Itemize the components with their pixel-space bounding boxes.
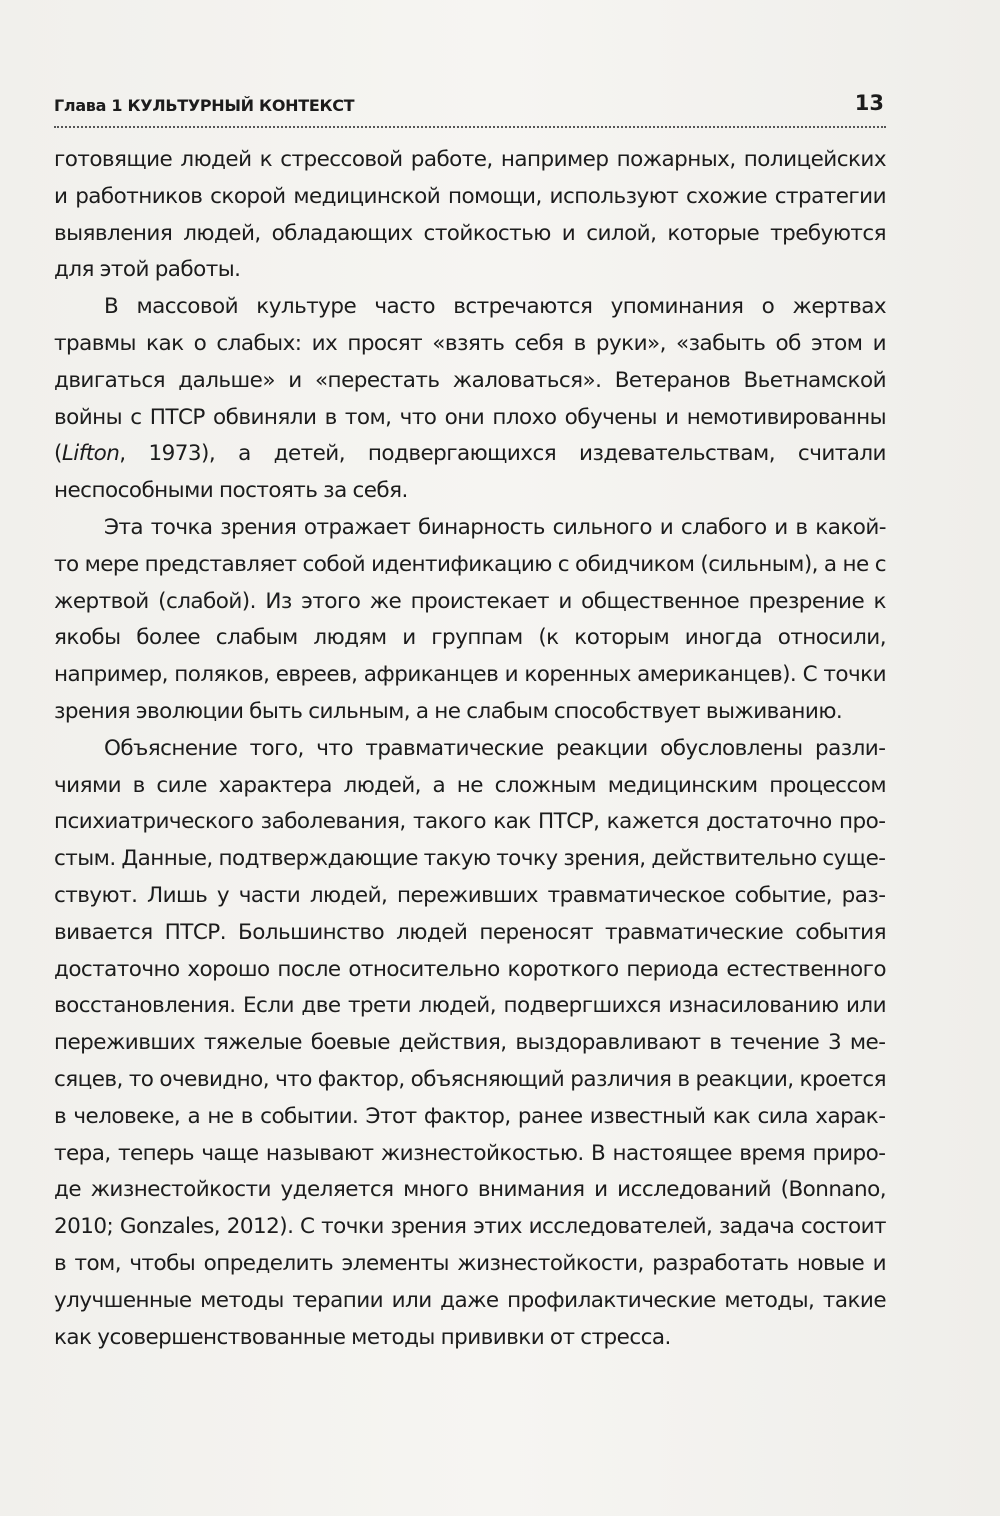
paragraph-2-text-before: В массовой культуре часто встречаются упоминания о жертвах травмы как о слабых: их просят «взять себя в руки», «забыть об этом и двигаться дальше» и «перестать жаловаться». Ветеранов Вьетнамской войны с ПТСР обвиняли в том, что они плохо обучены и немотивированны ( [54, 294, 886, 467]
paragraph-4-text: Объяснение того, что травматические реакции обусловлены различиями в силе характера людей, а не сложным медицинским процессом психиатрического заболевания, такого как ПТСР, кажется достаточно простым. Данные, подтверждающие такую точку зрения, действительно существуют. Лишь у части людей, переживших травматическое событие, развивается ПТСР. Большинство людей переносят травматические события достаточно хорошо после относительно короткого периода естественного восстановления. Если две трети людей, подвергшихся изнасилованию или переживших тяжелые боевые действия, выздоравливают в течение 3 месяцев, то очевидно, что фактор, объясняющий различия в реакции, кроется в человеке, а не в событии. Этот фактор, ранее известный как сила характера, теперь чаще называют жизнестойкостью. В настоящее время природе жизнестойкости уделяется много внимания и исследований (Bonnano, 2010; Gonzales, 2012). С точки зрения этих исследователей, задача состоит в том, чтобы определить элементы жизнестойкости, разработать новые и улучшенные методы терапии или даже профилактические методы, такие как усовершенствованные методы прививки от стресса. [54, 735, 887, 1350]
paragraph-1-text: готовящие людей к стрессовой работе, например пожарных, полицейских и работников скорой медицинской помощи, используют схожие стратегии выявления людей, обладающих стойкостью и силой, которые требуются для этой работы. [54, 147, 886, 283]
body-text [54, 142, 886, 1356]
paragraph-2-text-after: , 1973), а детей, подвергающихся издевательствам, считали неспособными постоять за себя. [54, 441, 886, 504]
paragraph-4 [54, 731, 886, 1357]
running-header [54, 86, 886, 128]
paragraph-1 [54, 142, 886, 289]
paragraph-2 [54, 289, 886, 510]
citation-author-lifton: Lifton [61, 441, 120, 467]
chapter-number: Глава 1 [54, 96, 123, 115]
chapter-title: КУЛЬТУРНЫЙ КОНТЕКСТ [127, 96, 355, 115]
page-number: 13 [854, 91, 884, 115]
paragraph-3 [54, 510, 886, 731]
chapter-heading [54, 96, 354, 115]
paragraph-3-text: Эта точка зрения отражает бинарность сильного и слабого и в какой-то мере представляет собой идентификацию с обидчиком (сильным), а не с жертвой (слабой). Из этого же проистекает и общественное презрение к якобы более слабым людям и группам (к которым иногда относили, например, поляков, евреев, африканцев и коренных американцев). С точки зрения эволюции быть сильным, а не слабым способствует выживанию. [54, 514, 886, 724]
